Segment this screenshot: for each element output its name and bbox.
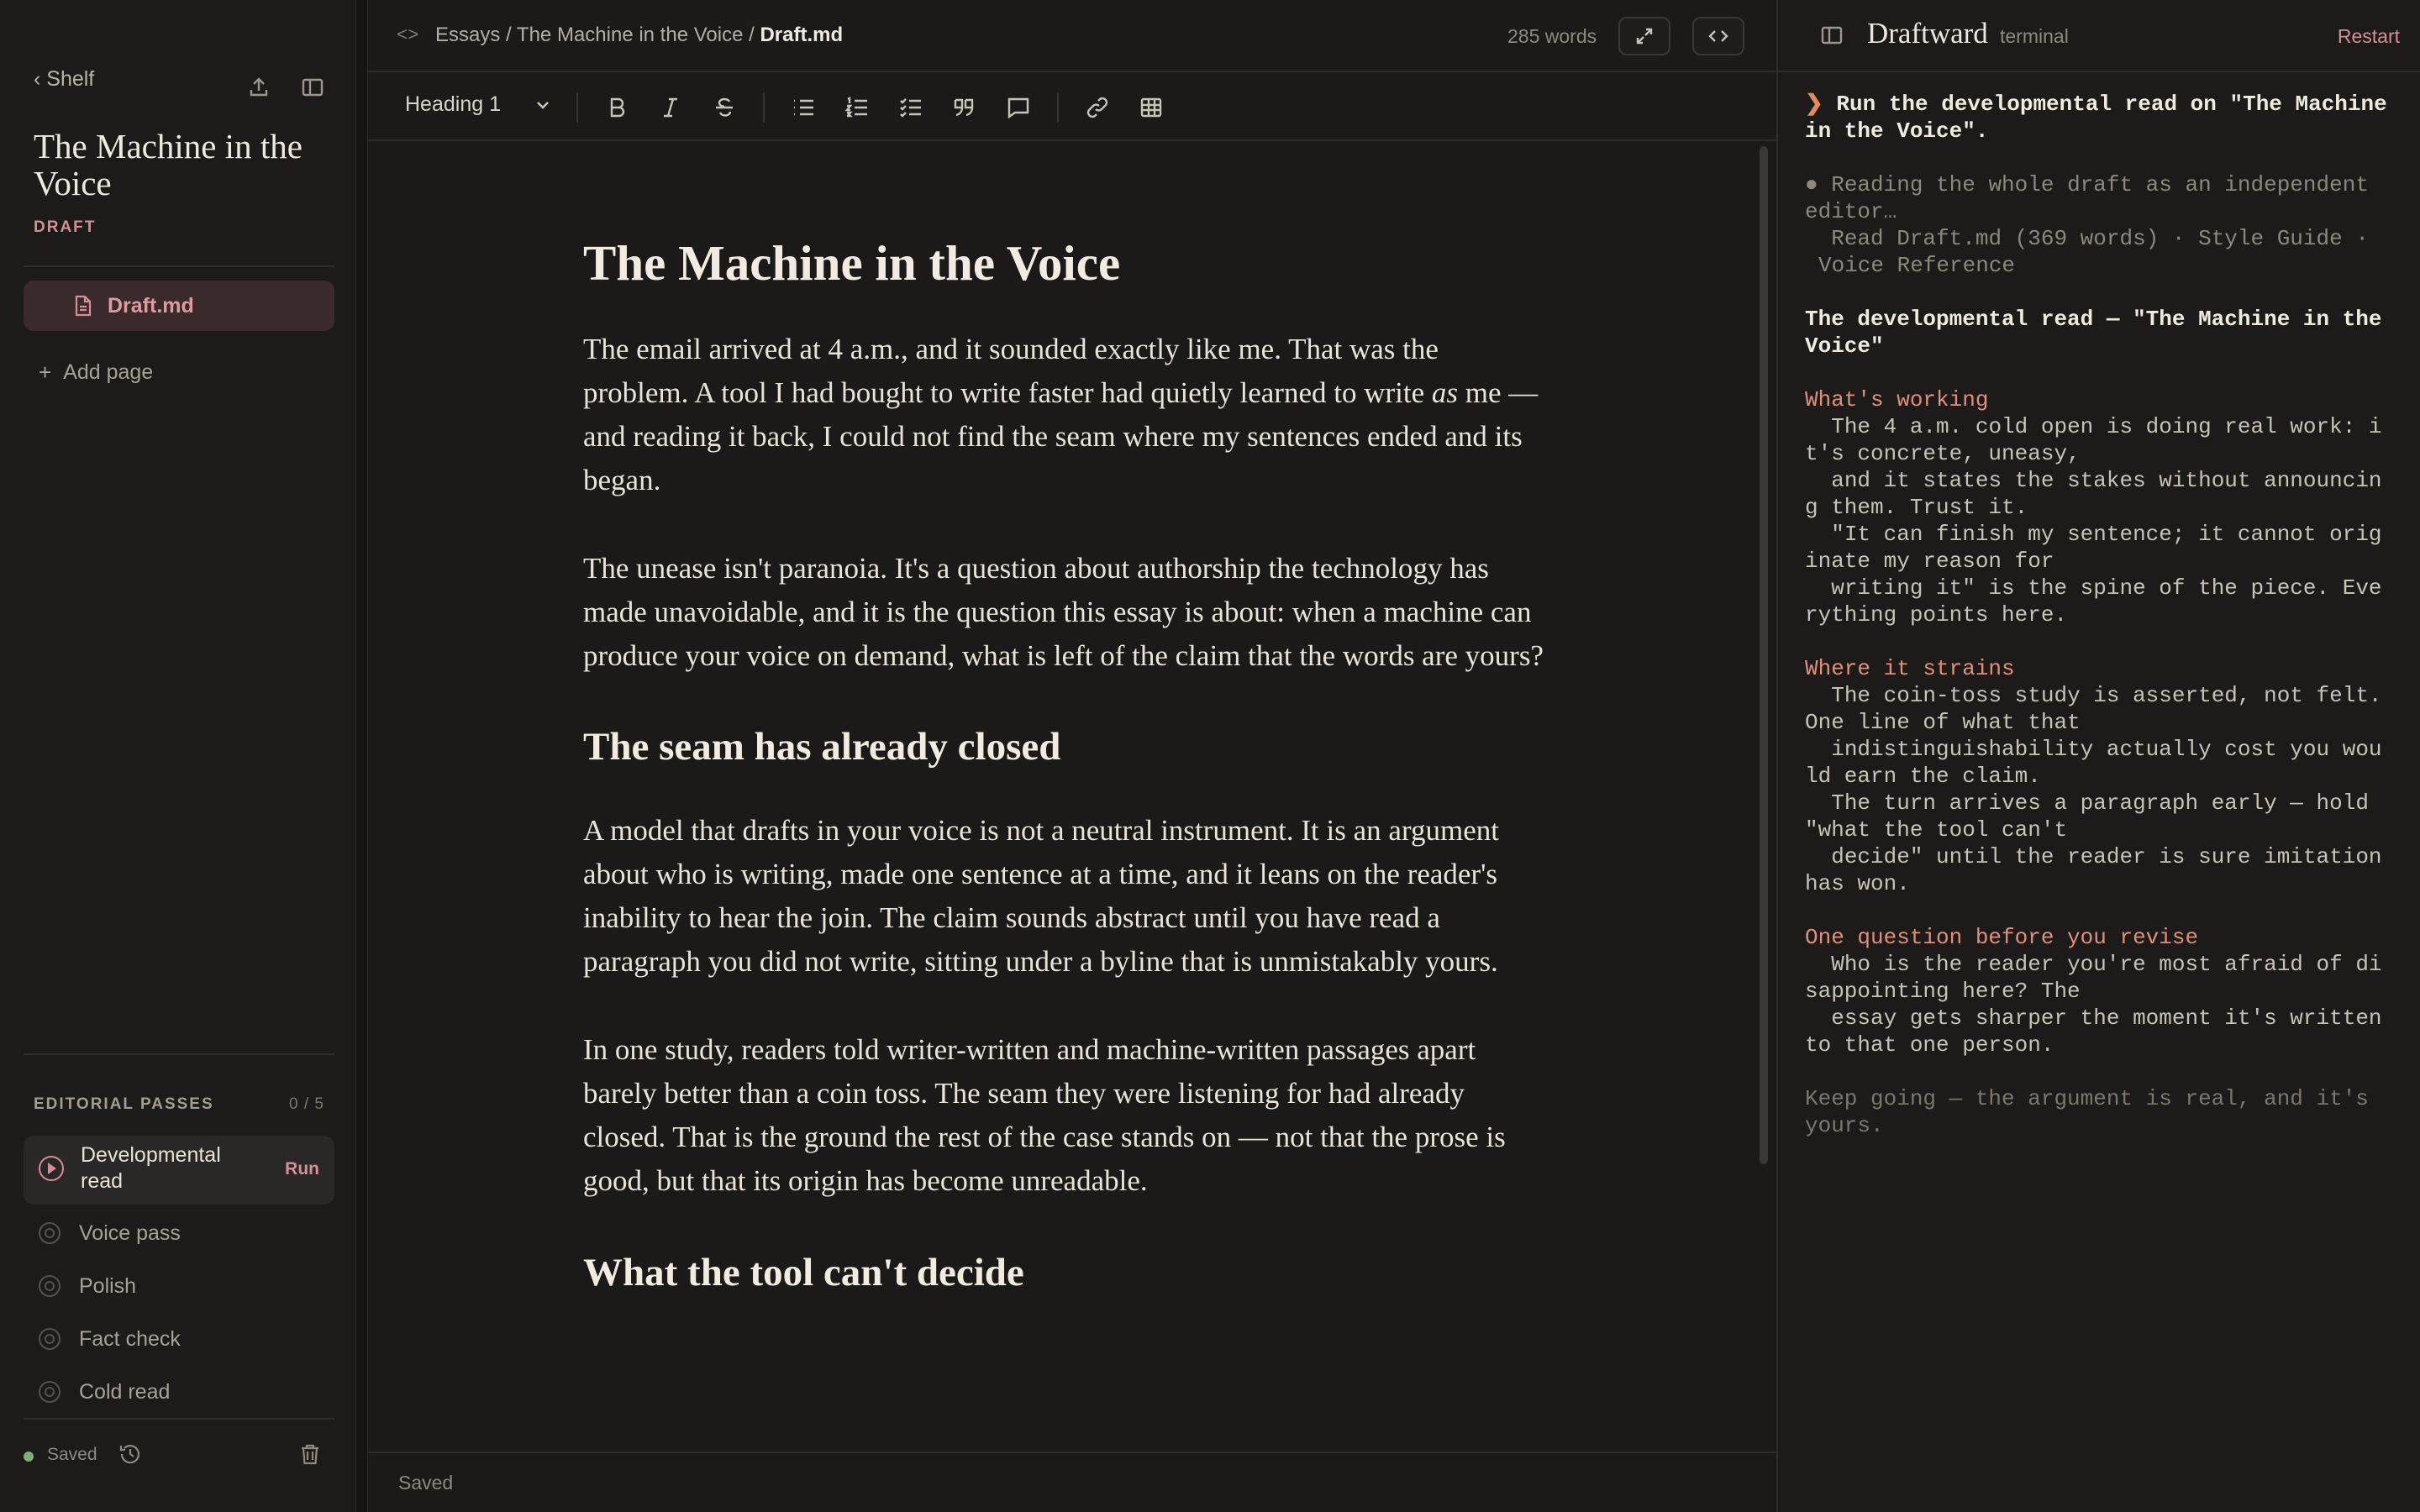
- pending-icon: [39, 1222, 60, 1244]
- checklist-icon: [899, 97, 923, 118]
- pending-icon: [39, 1381, 60, 1403]
- document-title: The Machine in the Voice: [34, 127, 302, 202]
- breadcrumb-path[interactable]: Essays / The Machine in the Voice /: [435, 24, 760, 46]
- divider: [24, 265, 334, 267]
- toolbar-separator: [763, 92, 765, 123]
- strikethrough-button[interactable]: [706, 89, 743, 126]
- plus-icon: +: [39, 360, 52, 385]
- word-count: 285 words: [1507, 25, 1597, 47]
- section-line: "It can finish my sentence; it cannot originate my reason for: [1805, 522, 2382, 574]
- status-badge: DRAFT: [34, 218, 97, 236]
- pass-label: Developmental read: [81, 1143, 221, 1193]
- terminal-header: [1778, 0, 2420, 72]
- document-canvas[interactable]: [368, 141, 1765, 1452]
- expand-icon: [1634, 26, 1655, 46]
- section-line: writing it" is the spine of the piece. Everything points here.: [1805, 575, 2382, 627]
- divider: [24, 1418, 334, 1420]
- section-title: What's working: [1805, 387, 1989, 412]
- section-title: One question before you revise: [1805, 925, 2199, 950]
- doc-heading-1[interactable]: The Machine in the Voice: [583, 235, 1121, 291]
- quote-icon: [953, 97, 976, 118]
- scrollbar[interactable]: [1760, 146, 1768, 1164]
- link-icon: [1086, 96, 1109, 119]
- terminal-output[interactable]: [1805, 91, 2401, 1139]
- italic-button[interactable]: [652, 89, 689, 126]
- numbered-list-icon: [845, 97, 869, 118]
- terminal-title: Draftward: [1867, 17, 1988, 50]
- editor-topbar: [368, 0, 1776, 72]
- passes-title: EDITORIAL PASSES: [34, 1095, 214, 1113]
- table-icon: [1139, 97, 1163, 118]
- paragraph[interactable]: In one study, readers told writer-written and machine-written passages apart barely better than a coin toss. The seam they were listening for had already closed. That is the ground the rest of the case stands on — not that the prose is good, but that its origin has become unreadable.: [583, 1033, 1506, 1197]
- restart-button[interactable]: Restart: [2337, 25, 2400, 47]
- comment-button[interactable]: [1000, 89, 1037, 126]
- italic-icon: [660, 96, 681, 119]
- pass-label: Polish: [79, 1273, 137, 1298]
- pass-label: Cold read: [79, 1379, 171, 1404]
- page-item-label: Draft.md: [108, 293, 194, 318]
- page-item-draft[interactable]: [24, 281, 334, 331]
- toolbar-separator: [1057, 92, 1059, 123]
- bold-icon: [607, 96, 627, 119]
- table-button[interactable]: [1133, 89, 1170, 126]
- toolbar-separator: [576, 92, 578, 123]
- doc-heading-2[interactable]: What the tool can't decide: [583, 1251, 1024, 1294]
- save-status: Saved: [398, 1472, 454, 1494]
- pass-voice[interactable]: [39, 1216, 181, 1250]
- block-type-label: Heading 1: [405, 92, 501, 116]
- play-icon: [39, 1156, 64, 1181]
- terminal-panel: [1776, 0, 2420, 1512]
- add-page-button[interactable]: [39, 360, 153, 386]
- document-body[interactable]: [583, 234, 1549, 1298]
- pending-icon: [39, 1328, 60, 1350]
- section-title: Where it strains: [1805, 656, 2015, 681]
- section-line: indistinguishability actually cost you would earn the claim.: [1805, 737, 2382, 789]
- checklist-button[interactable]: [892, 89, 929, 126]
- code-toggle-icon[interactable]: <>: [397, 25, 419, 46]
- format-toolbar: [368, 72, 1776, 141]
- saved-label: Saved: [47, 1445, 97, 1464]
- editor-pane: [368, 0, 1776, 1512]
- doc-heading-2[interactable]: The seam has already closed: [583, 725, 1061, 769]
- toggle-sidebar-icon[interactable]: [297, 72, 328, 102]
- pass-cold-read[interactable]: [39, 1375, 170, 1409]
- code-icon: [1707, 26, 1729, 46]
- response-heading: The developmental read — "The Machine in the Voice": [1805, 307, 2396, 359]
- run-button[interactable]: Run: [285, 1159, 319, 1179]
- section-line: Who is the reader you're most afraid of disappointing here? The: [1805, 952, 2382, 1004]
- numbered-list-button[interactable]: [839, 89, 876, 126]
- link-button[interactable]: [1079, 89, 1116, 126]
- strikethrough-icon: [713, 96, 735, 119]
- file-icon: [74, 295, 92, 317]
- passes-count: 0 / 5: [289, 1095, 324, 1113]
- back-to-shelf-link[interactable]: ‹ Shelf: [34, 67, 95, 91]
- pass-developmental-read[interactable]: [24, 1136, 334, 1205]
- editor-statusbar: [368, 1452, 1776, 1512]
- paragraph[interactable]: The email arrived at 4 a.m., and it sounded exactly like me. That was the problem. A tool I had bought to write faster had quietly learned to write as me — and reading it back, I could not find the seam where my sentences ended and its began.: [583, 333, 1539, 496]
- pass-fact-check[interactable]: [39, 1322, 181, 1356]
- panel-toggle-icon[interactable]: [1820, 24, 1844, 51]
- breadcrumb-current: Draft.md: [760, 24, 844, 46]
- export-icon[interactable]: [244, 72, 274, 102]
- passes-header: [34, 1095, 324, 1114]
- section-line: The 4 a.m. cold open is doing real work: it's concrete, uneasy,: [1805, 414, 2382, 466]
- section-line: decide" until the reader is sure imitation has won.: [1805, 844, 2396, 896]
- status-detail: Read Draft.md (369 words) · Style Guide · Voice Reference: [1818, 226, 2382, 278]
- block-type-select[interactable]: [405, 92, 551, 117]
- status-line: ● Reading the whole draft as an independent editor…: [1805, 172, 2382, 224]
- sidebar: [0, 0, 356, 1512]
- prompt-chevron-icon: ❯: [1805, 92, 1823, 117]
- section-line: The coin-toss study is asserted, not felt. One line of what that: [1805, 683, 2396, 735]
- paragraph[interactable]: The unease isn't paranoia. It's a question about authorship the technology has made unavoidable, and it is the question this essay is about: when a machine can produce your voice on demand, what is left of the claim that the words are yours?: [583, 552, 1544, 672]
- section-line: and it states the stakes without announcing them. Trust it.: [1805, 468, 2382, 520]
- pass-label: Voice pass: [79, 1221, 181, 1245]
- section-line: essay gets sharper the moment it's written to that one person.: [1805, 1005, 2396, 1058]
- add-page-label: Add page: [63, 360, 154, 384]
- bullet-list-button[interactable]: [785, 89, 822, 126]
- bullet-list-icon: [792, 97, 815, 118]
- bold-button[interactable]: [598, 89, 635, 126]
- section-line: The turn arrives a paragraph early — hold "what the tool can't: [1805, 790, 2382, 843]
- trash-icon[interactable]: [297, 1441, 323, 1471]
- quote-button[interactable]: [946, 89, 983, 126]
- divider: [24, 1053, 334, 1055]
- comment-icon: [1007, 97, 1030, 118]
- expand-button[interactable]: [1618, 17, 1670, 55]
- chevron-down-icon: [534, 99, 551, 111]
- pending-icon: [39, 1275, 60, 1297]
- closing-line: Keep going — the argument is real, and it's yours.: [1805, 1086, 2382, 1138]
- terminal-subtitle: terminal: [2000, 25, 2069, 47]
- paragraph[interactable]: A model that drafts in your voice is not a neutral instrument. It is an argument about who is writing, made one sentence at a time, and it leans on the reader's inability to hear the join. The claim sounds abstract until you have read a paragraph you did not write, sitting under a byline that is unmistakably yours.: [583, 814, 1499, 978]
- bullet-icon: ●: [1805, 172, 1818, 197]
- pass-label: Fact check: [79, 1326, 181, 1351]
- history-icon[interactable]: [118, 1441, 143, 1471]
- pass-polish[interactable]: [39, 1269, 136, 1303]
- user-prompt: ❯ Run the developmental read on "The Machine in the Voice".: [1805, 92, 2401, 144]
- breadcrumb: [435, 24, 843, 47]
- source-view-button[interactable]: [1692, 17, 1744, 55]
- resize-handle[interactable]: [356, 0, 368, 1512]
- saved-indicator-icon: [24, 1452, 34, 1462]
